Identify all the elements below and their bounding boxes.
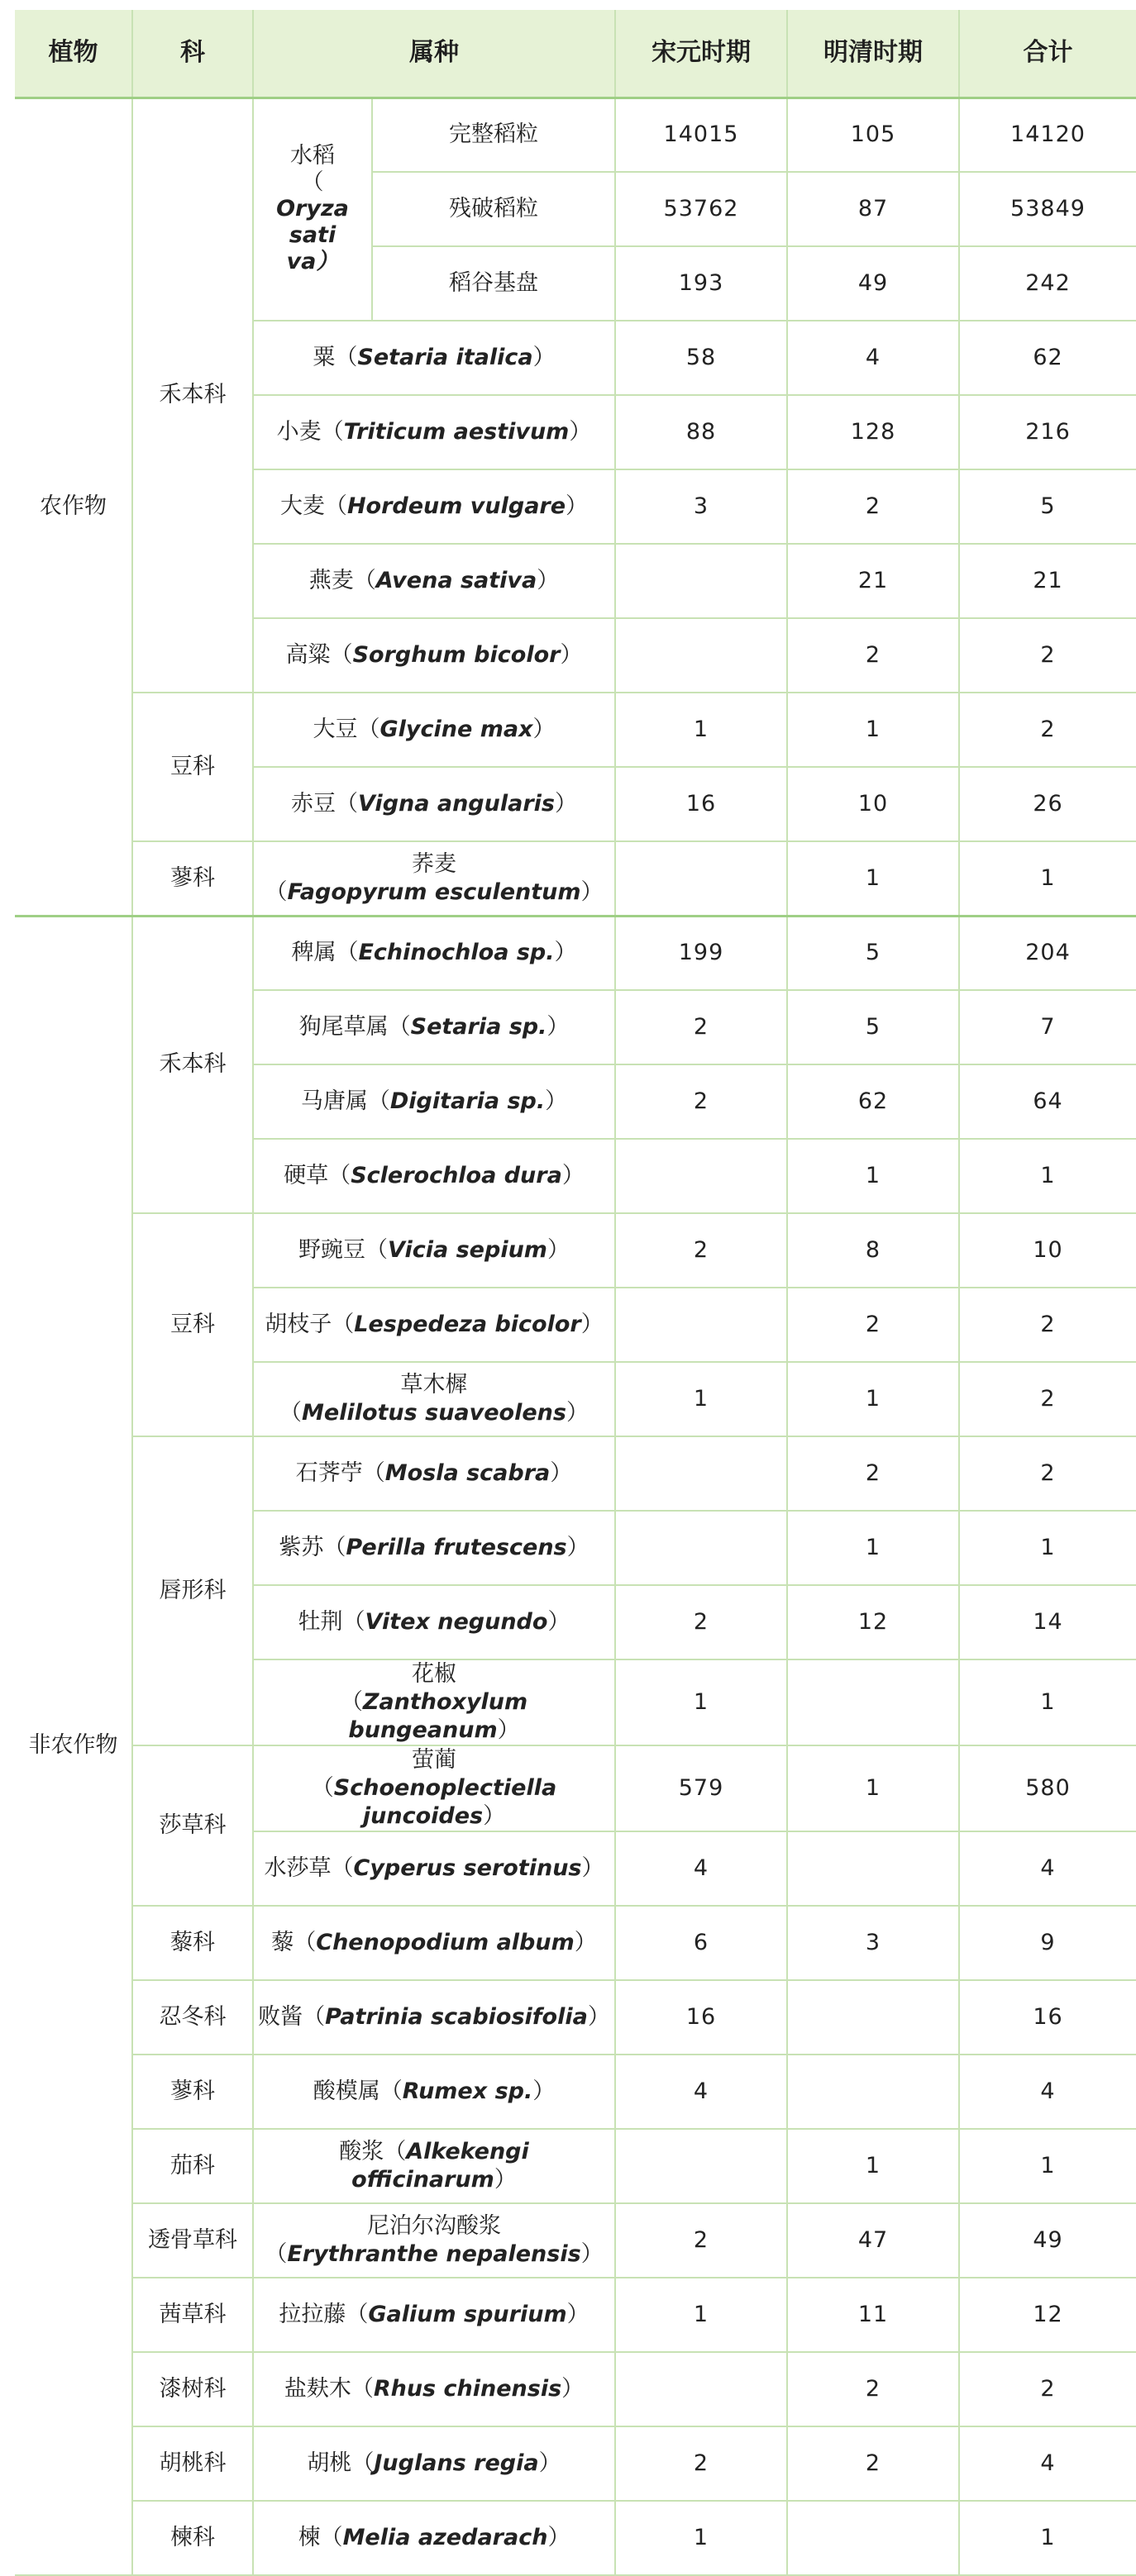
total-value: 16 (959, 1980, 1136, 2055)
rice-part-label: 稻谷基盘 (372, 246, 615, 321)
table-row (15, 1906, 1136, 1980)
species-sci: Vicia sepium (388, 1237, 547, 1263)
species-cn: 粟（ (313, 345, 358, 370)
species-paren-open: （ (340, 1689, 363, 1715)
family-poaceae-noncrop: 禾本科 (132, 916, 253, 1213)
species-sci: Melilotus suaveolens (302, 1400, 566, 1426)
total-value: 2 (959, 2352, 1136, 2426)
species-sci: Patrinia scabiosifolia (325, 2004, 588, 2030)
song-yuan-value: 58 (615, 321, 787, 395)
species-cn: 水莎草（ (264, 1855, 354, 1881)
species-paren: ） (547, 1014, 570, 1040)
ming-qing-value: 49 (787, 246, 959, 321)
ming-qing-value: 2 (787, 2426, 959, 2501)
species-paren: ） (547, 1237, 570, 1263)
song-yuan-value: 2 (615, 2203, 787, 2278)
song-yuan-value (615, 618, 787, 693)
group-crop: 农作物 (15, 98, 132, 916)
species-paren: ） (554, 791, 577, 817)
species-paren: ） (566, 1535, 589, 1560)
species-sci: Mosla scabra (384, 1460, 551, 1486)
ming-qing-value: 87 (787, 172, 959, 246)
species-paren: ） (532, 2078, 556, 2104)
total-value: 10 (959, 1213, 1136, 1288)
species-name (253, 1980, 615, 2055)
total-value: 2 (959, 1362, 1136, 1436)
species-cn: 牡荆（ (298, 1609, 365, 1635)
species-cn: 萤蔺 (412, 1747, 456, 1773)
song-yuan-value (615, 1288, 787, 1362)
rice-sci-name-2: va） (286, 249, 339, 275)
species-paren: ） (537, 568, 560, 593)
table-row (15, 1980, 1136, 2055)
species-paren: ） (569, 419, 592, 445)
species-name (253, 618, 615, 693)
header-genus-species: 属种 (253, 10, 615, 98)
ming-qing-value: 2 (787, 618, 959, 693)
song-yuan-value: 4 (615, 2055, 787, 2129)
species-sci: Vitex negundo (365, 1609, 548, 1635)
species-paren: ） (547, 2525, 570, 2550)
song-yuan-value: 1 (615, 693, 787, 767)
group-noncrop: 非农作物 (15, 916, 132, 2575)
species-sci: Alkekengi officinarum (351, 2139, 529, 2193)
ming-qing-value (787, 2501, 959, 2575)
ming-qing-value: 11 (787, 2278, 959, 2352)
header-plant: 植物 (15, 10, 132, 98)
header-ming-qing: 明清时期 (787, 10, 959, 98)
species-name (253, 1064, 615, 1139)
species-sci: Melia azedarach (342, 2525, 548, 2550)
family-chenopodiaceae: 藜科 (132, 1906, 253, 1980)
species-cn: 马唐属（ (300, 1088, 390, 1114)
species-sci: Echinochloa sp. (358, 940, 555, 966)
species-sci: Setaria sp. (410, 1014, 547, 1040)
species-sci: Zanthoxylum bungeanum (348, 1689, 528, 1743)
species-sci: Erythranthe nepalensis (287, 2241, 581, 2267)
species-paren: ） (561, 1163, 585, 1188)
table-row (15, 916, 1136, 990)
table-row (15, 841, 1136, 916)
total-value: 2 (959, 693, 1136, 767)
species-name (253, 693, 615, 767)
species-name (253, 2203, 615, 2278)
song-yuan-value: 3 (615, 469, 787, 544)
ming-qing-value: 47 (787, 2203, 959, 2278)
table-row (15, 2129, 1136, 2203)
species-paren: ） (574, 1930, 597, 1955)
total-value: 5 (959, 469, 1136, 544)
species-cn: 酸模属（ (313, 2078, 403, 2104)
total-value: 242 (959, 246, 1136, 321)
ming-qing-value: 1 (787, 2129, 959, 2203)
species-cn: 草木樨 (400, 1372, 468, 1398)
species-sci: Hordeum vulgare (346, 493, 566, 519)
species-name (253, 1139, 615, 1213)
species-paren-open: （ (265, 879, 288, 905)
ming-qing-value (787, 1980, 959, 2055)
ming-qing-value: 10 (787, 767, 959, 841)
species-paren-open: （ (265, 2241, 288, 2267)
family-rubiaceae: 茜草科 (132, 2278, 253, 2352)
species-cn: 胡枝子（ (265, 1312, 355, 1337)
plant-remains-table (15, 10, 1136, 2576)
family-caprifoliaceae: 忍冬科 (132, 1980, 253, 2055)
total-value: 1 (959, 841, 1136, 916)
species-name (253, 2352, 615, 2426)
total-value: 216 (959, 395, 1136, 469)
family-solanaceae: 茄科 (132, 2129, 253, 2203)
total-value: 2 (959, 1288, 1136, 1362)
rice-species-cell (253, 98, 372, 321)
total-value: 4 (959, 1831, 1136, 1906)
song-yuan-value: 579 (615, 1745, 787, 1831)
song-yuan-value: 4 (615, 1831, 787, 1906)
species-name (253, 1362, 615, 1436)
species-paren-open: （ (311, 1775, 334, 1801)
song-yuan-value: 2 (615, 2426, 787, 2501)
total-value: 4 (959, 2055, 1136, 2129)
song-yuan-value (615, 1511, 787, 1585)
total-value: 49 (959, 2203, 1136, 2278)
family-anacardiaceae: 漆树科 (132, 2352, 253, 2426)
species-paren: ） (587, 2004, 610, 2030)
species-sci: Vigna angularis (358, 791, 555, 817)
rice-paren: （ (301, 169, 324, 196)
song-yuan-value (615, 841, 787, 916)
species-name (253, 1831, 615, 1906)
species-cn: 胡桃（ (307, 2450, 375, 2476)
species-name (253, 1213, 615, 1288)
species-sci: Fagopyrum esculentum (287, 879, 581, 905)
species-paren: ） (550, 1460, 573, 1486)
species-name (253, 990, 615, 1064)
total-value: 7 (959, 990, 1136, 1064)
family-polygonaceae-noncrop: 蓼科 (132, 2055, 253, 2129)
family-fabaceae-crop: 豆科 (132, 693, 253, 841)
total-value: 9 (959, 1906, 1136, 1980)
ming-qing-value: 21 (787, 544, 959, 618)
species-cn: 小麦（ (276, 419, 344, 445)
species-paren: ） (566, 1400, 589, 1426)
ming-qing-value: 105 (787, 98, 959, 172)
species-sci: Sorghum bicolor (352, 642, 561, 668)
species-cn: 紫苏（ (279, 1535, 346, 1560)
species-sci: Cyperus serotinus (353, 1855, 582, 1881)
song-yuan-value: 1 (615, 1362, 787, 1436)
family-meliaceae: 楝科 (132, 2501, 253, 2575)
song-yuan-value: 1 (615, 2501, 787, 2575)
species-name (253, 395, 615, 469)
song-yuan-value: 14015 (615, 98, 787, 172)
ming-qing-value: 3 (787, 1906, 959, 1980)
song-yuan-value: 53762 (615, 172, 787, 246)
song-yuan-value: 199 (615, 916, 787, 990)
species-paren: ） (580, 2241, 604, 2267)
species-cn: 败酱（ (258, 2004, 326, 2030)
total-value: 4 (959, 2426, 1136, 2501)
species-paren: ） (532, 345, 556, 370)
ming-qing-value (787, 1659, 959, 1745)
species-cn: 硬草（ (284, 1163, 351, 1188)
species-sci: Setaria italica (357, 345, 533, 370)
species-name (253, 1585, 615, 1659)
family-poaceae-crop: 禾本科 (132, 98, 253, 693)
species-paren: ） (483, 1803, 506, 1829)
ming-qing-value: 1 (787, 693, 959, 767)
rice-part-label: 完整稻粒 (372, 98, 615, 172)
song-yuan-value: 88 (615, 395, 787, 469)
family-fabaceae-noncrop: 豆科 (132, 1213, 253, 1436)
total-value: 1 (959, 1139, 1136, 1213)
song-yuan-value: 2 (615, 1585, 787, 1659)
species-cn: 藜（ (271, 1930, 317, 1955)
species-paren-open: （ (279, 1400, 303, 1426)
species-paren: ） (545, 1088, 568, 1114)
species-cn: 楝（ (298, 2525, 343, 2550)
species-cn: 赤豆（ (291, 791, 359, 817)
species-name (253, 1745, 615, 1831)
ming-qing-value: 1 (787, 841, 959, 916)
species-name (253, 916, 615, 990)
ming-qing-value (787, 2055, 959, 2129)
species-cn: 稗属（ (291, 940, 359, 966)
song-yuan-value: 193 (615, 246, 787, 321)
species-paren: ） (554, 940, 577, 966)
species-cn: 大豆（ (313, 717, 380, 742)
ming-qing-value: 4 (787, 321, 959, 395)
song-yuan-value: 6 (615, 1906, 787, 1980)
species-paren: ） (566, 493, 589, 519)
species-name (253, 469, 615, 544)
species-cn: 燕麦（ (308, 568, 376, 593)
species-name (253, 1659, 615, 1745)
total-value: 204 (959, 916, 1136, 990)
ming-qing-value: 2 (787, 1288, 959, 1362)
species-sci: Rumex sp. (402, 2078, 533, 2104)
rice-part-label: 残破稻粒 (372, 172, 615, 246)
ming-qing-value: 2 (787, 2352, 959, 2426)
species-sci: Lespedeza bicolor (354, 1312, 581, 1337)
total-value: 1 (959, 1511, 1136, 1585)
table-row (15, 2426, 1136, 2501)
species-name (253, 321, 615, 395)
total-value: 1 (959, 1659, 1136, 1745)
total-value: 2 (959, 1436, 1136, 1511)
ming-qing-value: 1 (787, 1362, 959, 1436)
song-yuan-value (615, 1139, 787, 1213)
species-name (253, 841, 615, 916)
song-yuan-value: 2 (615, 1213, 787, 1288)
species-cn: 野豌豆（ (298, 1237, 389, 1263)
song-yuan-value: 1 (615, 1659, 787, 1745)
species-paren: ） (581, 1855, 604, 1881)
total-value: 62 (959, 321, 1136, 395)
species-sci: Triticum aestivum (343, 419, 570, 445)
song-yuan-value: 2 (615, 1064, 787, 1139)
table-row (15, 2055, 1136, 2129)
species-name (253, 2055, 615, 2129)
ming-qing-value (787, 1831, 959, 1906)
species-name (253, 1906, 615, 1980)
table-row (15, 2501, 1136, 2575)
species-name (253, 1511, 615, 1585)
species-sci: Schoenoplectiella juncoides (333, 1775, 557, 1829)
rice-name: 水稻 (290, 143, 335, 169)
ming-qing-value: 2 (787, 469, 959, 544)
species-cn: 尼泊尔沟酸浆 (367, 2213, 501, 2239)
table-row (15, 1213, 1136, 1288)
song-yuan-value: 1 (615, 2278, 787, 2352)
species-paren: ） (497, 1717, 520, 1743)
song-yuan-value (615, 544, 787, 618)
table-row (15, 2352, 1136, 2426)
species-name (253, 2426, 615, 2501)
species-name (253, 2278, 615, 2352)
ming-qing-value: 1 (787, 1139, 959, 1213)
species-name (253, 2501, 615, 2575)
total-value: 12 (959, 2278, 1136, 2352)
total-value: 14 (959, 1585, 1136, 1659)
total-value: 2 (959, 618, 1136, 693)
species-cn: 荞麦 (412, 850, 456, 877)
header-family: 科 (132, 10, 253, 98)
ming-qing-value: 62 (787, 1064, 959, 1139)
family-cyperaceae: 莎草科 (132, 1745, 253, 1906)
species-paren: ） (580, 879, 604, 905)
species-paren: ） (560, 642, 583, 668)
plant-remains-table-container (15, 10, 1136, 2576)
species-sci: Chenopodium album (316, 1930, 575, 1955)
total-value: 580 (959, 1745, 1136, 1831)
species-sci: Galium spurium (368, 2302, 567, 2327)
species-cn: 高粱（ (285, 642, 353, 668)
family-polygonaceae-crop: 蓼科 (132, 841, 253, 916)
header-song-yuan: 宋元时期 (615, 10, 787, 98)
table-row (15, 1436, 1136, 1511)
species-paren: ） (561, 2376, 585, 2402)
ming-qing-value: 5 (787, 916, 959, 990)
species-cn: 拉拉藤（ (279, 2302, 369, 2327)
species-sci: Sclerochloa dura (351, 1163, 562, 1188)
species-paren: ） (547, 1609, 570, 1635)
species-cn: 花椒 (412, 1661, 456, 1687)
species-name (253, 767, 615, 841)
species-name (253, 1436, 615, 1511)
header-total: 合计 (959, 10, 1136, 98)
table-row (15, 98, 1136, 172)
species-cn: 狗尾草属（ (298, 1014, 411, 1040)
ming-qing-value: 5 (787, 990, 959, 1064)
ming-qing-value: 8 (787, 1213, 959, 1288)
table-row (15, 2278, 1136, 2352)
ming-qing-value: 1 (787, 1745, 959, 1831)
species-cn: 盐麸木（ (284, 2376, 374, 2402)
species-cn: 酸浆（ (339, 2139, 407, 2164)
total-value: 21 (959, 544, 1136, 618)
ming-qing-value: 128 (787, 395, 959, 469)
species-cn: 石荠苧（ (295, 1460, 385, 1486)
total-value: 26 (959, 767, 1136, 841)
rice-sci-name-1: Oryza sati (276, 196, 349, 249)
species-sci: Glycine max (379, 717, 533, 742)
ming-qing-value: 1 (787, 1511, 959, 1585)
table-row (15, 1745, 1136, 1831)
song-yuan-value: 2 (615, 990, 787, 1064)
species-sci: Digitaria sp. (389, 1088, 546, 1114)
table-row (15, 2203, 1136, 2278)
total-value: 64 (959, 1064, 1136, 1139)
header-row (15, 10, 1136, 98)
ming-qing-value: 12 (787, 1585, 959, 1659)
total-value: 1 (959, 2501, 1136, 2575)
species-name (253, 2129, 615, 2203)
species-sci: Rhus chinensis (373, 2376, 562, 2402)
family-phrymaceae: 透骨草科 (132, 2203, 253, 2278)
total-value: 1 (959, 2129, 1136, 2203)
species-cn: 大麦（ (279, 493, 347, 519)
song-yuan-value (615, 2352, 787, 2426)
song-yuan-value: 16 (615, 767, 787, 841)
family-juglandaceae: 胡桃科 (132, 2426, 253, 2501)
species-name (253, 1288, 615, 1362)
song-yuan-value: 16 (615, 1980, 787, 2055)
species-paren: ） (566, 2302, 589, 2327)
song-yuan-value (615, 1436, 787, 1511)
ming-qing-value: 2 (787, 1436, 959, 1511)
total-value: 14120 (959, 98, 1136, 172)
total-value: 53849 (959, 172, 1136, 246)
species-paren: ） (580, 1312, 604, 1337)
species-paren: ） (538, 2450, 561, 2476)
table-row (15, 693, 1136, 767)
species-sci: Juglans regia (374, 2450, 539, 2476)
song-yuan-value (615, 2129, 787, 2203)
species-name (253, 544, 615, 618)
family-lamiaceae: 唇形科 (132, 1436, 253, 1745)
species-sci: Avena sativa (375, 568, 537, 593)
species-paren: ） (532, 717, 556, 742)
species-sci: Perilla frutescens (346, 1535, 567, 1560)
species-paren: ） (494, 2167, 517, 2193)
